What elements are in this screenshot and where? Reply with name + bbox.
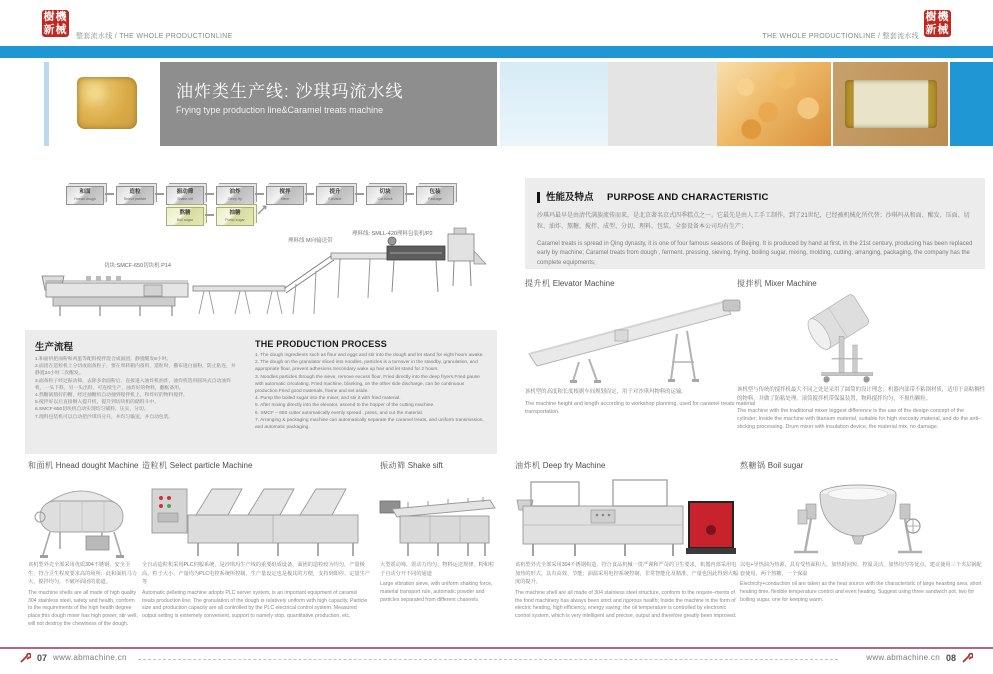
flow-connector bbox=[405, 193, 414, 195]
flow-label-en: Elevator bbox=[328, 196, 342, 201]
process-step: 2.面团在造粒机上分切成面条粒子，要在周转箱内备用，造粒时，撒布进白面粉，防止粘连，并静置24小时二次醒发。 bbox=[35, 364, 236, 377]
footer-accent-rule bbox=[0, 647, 993, 649]
flow-label-en: Select particle bbox=[123, 196, 147, 201]
banner-blue-strip bbox=[44, 62, 49, 146]
cutter-drawing-label: 切块:SMCF-650切块机 P14 bbox=[104, 263, 171, 269]
sugar-pot-title-zh: 熬糖锅 bbox=[740, 461, 766, 470]
flow-label-zh: 包装 bbox=[429, 189, 441, 195]
process-step: 6.SMCF-650切块机自动实现均匀铺料，压实，分切。 bbox=[35, 407, 149, 413]
mixer-machine-image bbox=[775, 290, 910, 385]
flow-connector bbox=[255, 193, 264, 195]
dough-desc-en: The machine shells are all made of high quality 304 stainless steel, safety and health, conform to the requirements of the high health degree place;this dough mixer has high power, stir well, will not destroy the chewiness of the dough. bbox=[28, 589, 138, 627]
packer-drawing-label: 理料线: SMLL-420理料包装机/P2 bbox=[352, 231, 433, 237]
process-title-zh: 生产流程 bbox=[35, 342, 74, 353]
fryer-title-zh: 油炸机 bbox=[515, 461, 541, 470]
dough-section-title bbox=[28, 460, 138, 471]
mixer-section-title bbox=[737, 278, 817, 289]
flow-label-zh: 熬糖 bbox=[179, 210, 191, 216]
process-step: 6. SMCF – 650 cutter automatically evenly spread , press, and cut the material. bbox=[255, 410, 423, 416]
elevator-title-zh: 提升机 bbox=[525, 279, 551, 288]
flow-step-package bbox=[416, 186, 454, 205]
flow-connector bbox=[205, 193, 214, 195]
purpose-box bbox=[525, 178, 985, 269]
process-step: 5. After mixing directly into the elevator, ascend to the hopper of the cutting machine. bbox=[255, 403, 435, 409]
brand-seal-logo-left: 樹機新械 bbox=[43, 11, 68, 36]
elevator-desc-en: The machine height and length according to workshop planning, used for caramel treats material transportation. bbox=[525, 400, 756, 416]
granulator-title-zh: 造粒机 bbox=[142, 461, 168, 470]
flow-connector bbox=[155, 193, 164, 195]
flow-label-zh: 抽糖 bbox=[229, 210, 241, 216]
flow-step-knead bbox=[66, 186, 104, 205]
production-line-drawing bbox=[28, 226, 490, 322]
granulator-title-en: Select particle Machine bbox=[169, 461, 253, 470]
purpose-title-row bbox=[537, 187, 973, 205]
flow-label-en: Mixer bbox=[280, 196, 290, 201]
sugar-pot-desc-zh: 以电+导热油为热源，具有受热面积大，加热时间短，控温灵活，加热均匀等优点，建议使用三个夹层锅配套使用，两个熬糖，一个保温 bbox=[740, 562, 982, 577]
elevator-title-en: Elevator Machine bbox=[552, 279, 615, 288]
package-bag-image bbox=[845, 80, 937, 127]
process-step: 4. Pump the boiled sugar into the mixer, and stir it with fried material. bbox=[255, 396, 401, 402]
dough-description bbox=[28, 561, 138, 629]
granulator-description bbox=[142, 561, 370, 621]
fryer-desc-zh: 该机型外壳全部采用304不锈钢构造，符合食品机械一贯严谨和严苛的卫生要求，机器内部采用电加热的形式，具有高效、节能；油温采用电控系统控制，非常智能化及精准，产量也因此得到大幅度的提升。 bbox=[515, 562, 739, 586]
process-step: 1. The dough ingredients such as flour and eggs and stir into the dough and let stand for eight hours awake. bbox=[255, 353, 484, 358]
tool-icon bbox=[962, 652, 973, 663]
sieve-desc-zh: 大型震动筛，震动力均匀，物料运送规律，粉和粒子自动分开不同的通道 bbox=[380, 562, 495, 577]
elevator-section-title bbox=[525, 278, 615, 289]
purpose-body-zh: 沙琪玛最早是由清代满族流传而来，是北京著名京式四季糕点之一。它最先是由人工手工制作，到了21世纪，已经被机械化所代替；沙琪玛从和面、醒发、压面、切粒、油炸、熬糖、搅拌、成型、分切、理料、包装，全套设备本公司均有生产； bbox=[537, 213, 970, 231]
process-step: 4.熬糖锅熬好的糖，经过抽糖机自动抽到搅拌机上，和炸好的物料搅拌。 bbox=[35, 392, 188, 398]
flow-connector bbox=[205, 214, 214, 216]
flow-step-cut bbox=[366, 186, 404, 205]
header-label-right: THE WHOLE PRODUCTIONLINE / 整套流水线 bbox=[762, 33, 919, 40]
flow-label-zh: 油炸 bbox=[229, 189, 241, 195]
flow-step-granulate bbox=[116, 186, 154, 205]
sachima-block-image bbox=[77, 77, 137, 129]
process-column-en bbox=[255, 339, 487, 445]
dough-desc-zh: 该机型外壳全部采用优质304不锈钢，安全卫生，符合卫生程度要求高的场所；此和面机马力大，搅拌均匀，不破坏面团的筋道。 bbox=[28, 562, 137, 586]
page-subtitle: Frying type production line&Caramel treats machine bbox=[176, 105, 384, 115]
flow-step-sieve bbox=[166, 186, 204, 205]
flow-label-zh: 和面 bbox=[79, 189, 91, 195]
sieve-machine-image bbox=[378, 477, 500, 559]
elevator-machine-image bbox=[525, 292, 757, 386]
flow-label-zh: 切块 bbox=[379, 189, 391, 195]
elevator-description bbox=[525, 388, 763, 416]
mixer-title-en: Mixer Machine bbox=[764, 279, 817, 288]
website-url-right: www.abmachine.cn bbox=[866, 653, 940, 662]
flow-step-fry bbox=[216, 186, 254, 205]
process-step: 5.搅拌好以后直接倒入提升机，提升到切块机的储料斗中。 bbox=[35, 400, 159, 406]
sieve-title-en: Shake sift bbox=[407, 461, 443, 470]
mixer-description bbox=[737, 386, 985, 431]
sugar-pot-title-en: Boil sugar bbox=[767, 461, 804, 470]
banner-lightgray-block bbox=[608, 62, 717, 146]
sieve-desc-en: Large vibration sieve, with uniform shaking force, material transport rule, automatic powder and particles separated from different channels. bbox=[380, 581, 493, 603]
banner-lightblue-block bbox=[500, 62, 608, 146]
page-number-right: 08 bbox=[945, 652, 956, 663]
flow-connector bbox=[105, 193, 114, 195]
caramel-closeup-photo bbox=[717, 62, 831, 146]
sieve-description bbox=[380, 561, 498, 605]
tool-icon bbox=[20, 652, 31, 663]
flow-step-elevate bbox=[316, 186, 354, 205]
footer-right bbox=[866, 652, 973, 663]
mixer-desc-zh: 该机型与传统的搅拌机最大不同之处是采用了圆筒的设计理念；机器内部带不粘锅材质，适用于高粘稠性的物料，并做了防粘处理。滚筒搅拌机带保温装置，物料搅拌均匀，不损伤颗粒。 bbox=[737, 387, 985, 402]
page-title: 油炸类生产线: 沙琪玛流水线 bbox=[176, 82, 404, 101]
header-label-left: 整套流水线 / THE WHOLE PRODUCTIONLINE bbox=[76, 33, 233, 40]
flow-label-en: Boil sugar bbox=[176, 217, 194, 222]
sugar-pot-description bbox=[740, 561, 985, 605]
dough-title-en: Hnead dought Machine bbox=[55, 461, 139, 470]
flow-label-en: Hnead dough bbox=[74, 196, 96, 201]
packaged-product-photo bbox=[833, 62, 948, 146]
granulator-desc-zh: 全自动造粒机采用PLC伺服系统，是沙琪玛生产线的重要组成设备，面团的造粒较为均匀，产量极高。粒子大小、产量均为PLC电控系统所控制。生产量设定也是极其的方便，支持到即停、定量生产等 bbox=[142, 562, 370, 586]
process-step: 2. The dough on the granulator sliced into noodles, particles is a turnover in the standby, granulation, and appropriate flour, prevent adhesions.Secondary wake up hair and let stand for 2 hours. bbox=[255, 360, 478, 373]
mixer-title-zh: 搅拌机 bbox=[737, 279, 763, 288]
production-process-box bbox=[25, 330, 497, 454]
sugar-pot-machine-image bbox=[782, 470, 934, 560]
fryer-title-en: Deep fry Machine bbox=[542, 461, 606, 470]
conveyor-drawing-label: 理料线 M向输送带 bbox=[288, 238, 333, 244]
flow-label-en: Package bbox=[427, 196, 443, 201]
website-url-left: www.abmachine.cn bbox=[53, 653, 127, 662]
purpose-body-en: Caramel treats is spread in Qing dynasty, it is one of four famous seasons of Beijing. It is produced by hand at first, in the 21st century, producing has been replaced early by machine; Caramel treats from dough , ferment, pressing, sieving, frying, boiling sugar, mixing, molding, cutting, arranging, packaging, the company has the complete equipments; bbox=[537, 240, 973, 266]
banner-blue-block bbox=[950, 62, 993, 146]
sieve-section-title bbox=[380, 460, 443, 471]
process-step: 1.和面机把面粉和鸡蛋等配料搅拌混合成面团，静置醒发8小时。 bbox=[35, 357, 172, 362]
flow-label-zh: 造粒 bbox=[129, 189, 141, 195]
banner-title-block bbox=[160, 62, 497, 146]
purpose-title-en: PURPOSE AND CHARACTERISTIC bbox=[606, 192, 769, 203]
flow-connector bbox=[305, 193, 314, 195]
page-number-left: 07 bbox=[37, 652, 48, 663]
caramel-treat-photo bbox=[54, 62, 158, 146]
process-step: 7.理料包装机可以自动把沙琪玛分开，并均匀输送，并自动包装。 bbox=[35, 414, 174, 420]
flow-label-zh: 搅拌 bbox=[279, 189, 291, 195]
elevator-desc-zh: 该机型的高度和长度根据车间规划而定，用于对沙琪玛物料的运输。 bbox=[525, 389, 687, 395]
granulator-desc-en: Automatic pelleting machine adopts PLC server system, is an important equipment of caramel treats production line; The granulation of the dough is relatively uniform with high capacity, Particle size and production capacity are all controlled by the PLC electrical control system. Measured output setting is extremely convenient, support to namely stop, quantitative production, etc. bbox=[142, 589, 368, 620]
flow-label-zh: 振动筛 bbox=[176, 189, 194, 195]
flow-step-boil-sugar bbox=[166, 207, 204, 226]
flow-label-en: Pump sugar bbox=[225, 217, 245, 222]
flow-step-mix bbox=[266, 186, 304, 205]
footer-left bbox=[20, 652, 127, 663]
flow-label-en: Deep fry bbox=[228, 196, 242, 201]
sugar-pot-desc-en: Electricity+conduction oil are taken as the heat source with the characteristic of large heasting area, short heating time, flexible temperature control and even heating. Suggest using three sandwich pot, two for boiling sugar, one for keeping warm. bbox=[740, 581, 982, 603]
sieve-title-zh: 振动筛 bbox=[380, 461, 406, 470]
process-title-en: THE PRODUCTION PROCESS bbox=[255, 339, 387, 349]
flow-label-zh: 提升 bbox=[329, 189, 341, 195]
purpose-title-zh: 性能及特点 bbox=[537, 192, 594, 203]
flow-connector bbox=[355, 193, 364, 195]
mixer-desc-en: The machine with the traditional mixer biggest difference is the use of the design concept of the cylinder; Inside the machine with titanium material, suitable for high viscosity material, and do the anti–sticking processing. Drum mixer with insulation device, the material mix, no damage. bbox=[737, 407, 982, 431]
flow-arrow-icon bbox=[256, 203, 269, 216]
process-column-zh bbox=[35, 339, 239, 445]
fryer-machine-image bbox=[515, 470, 737, 560]
granulator-section-title bbox=[142, 460, 252, 471]
flow-step-pump-sugar bbox=[216, 207, 254, 226]
dough-machine-image bbox=[28, 477, 136, 559]
brand-seal-logo-right: 樹機新械 bbox=[925, 11, 950, 36]
fryer-description bbox=[515, 561, 739, 621]
process-step: 3.面条粒子经过振动筛，去除多余面粉后，直接进入油炸机油炸，油炸机选用圆环式自动油炸机，一头下料，另一头出料，可连续生产，油炸好的物料，翻框备用。 bbox=[35, 378, 231, 391]
top-accent-bar bbox=[0, 46, 993, 58]
fryer-desc-en: The machine shell are all made of 304 stainless steel structure, conform to the require–ments of the food machinery has always been strict and rigorous health; Inside the machine in the form of electric heating, high efficiency, energy saving; the oil temperature is controlled by electronic control system, which is very intelligent and precise, output and therefore greatly been improved. bbox=[515, 589, 737, 620]
flow-label-en: Cut block bbox=[377, 196, 393, 201]
flow-label-en: Shake sift bbox=[177, 196, 193, 201]
process-step: 3. Noodles particles through the sieve, remove excess flour, Fried directly into the deep fryers.Fried pause with automatic circulating. Fried machine, blanking, on the other side discharge, can be continuous production.Fried good materials, frame and set aside. bbox=[255, 374, 480, 394]
granulator-machine-image bbox=[148, 477, 366, 559]
process-step: 7. Arranging & packaging machine can automatically separate the caramel treats, and uniform transmission, and automatic packaging. bbox=[255, 417, 484, 430]
footer-dotted-leader bbox=[138, 659, 838, 660]
dough-title-zh: 和面机 bbox=[28, 461, 54, 470]
